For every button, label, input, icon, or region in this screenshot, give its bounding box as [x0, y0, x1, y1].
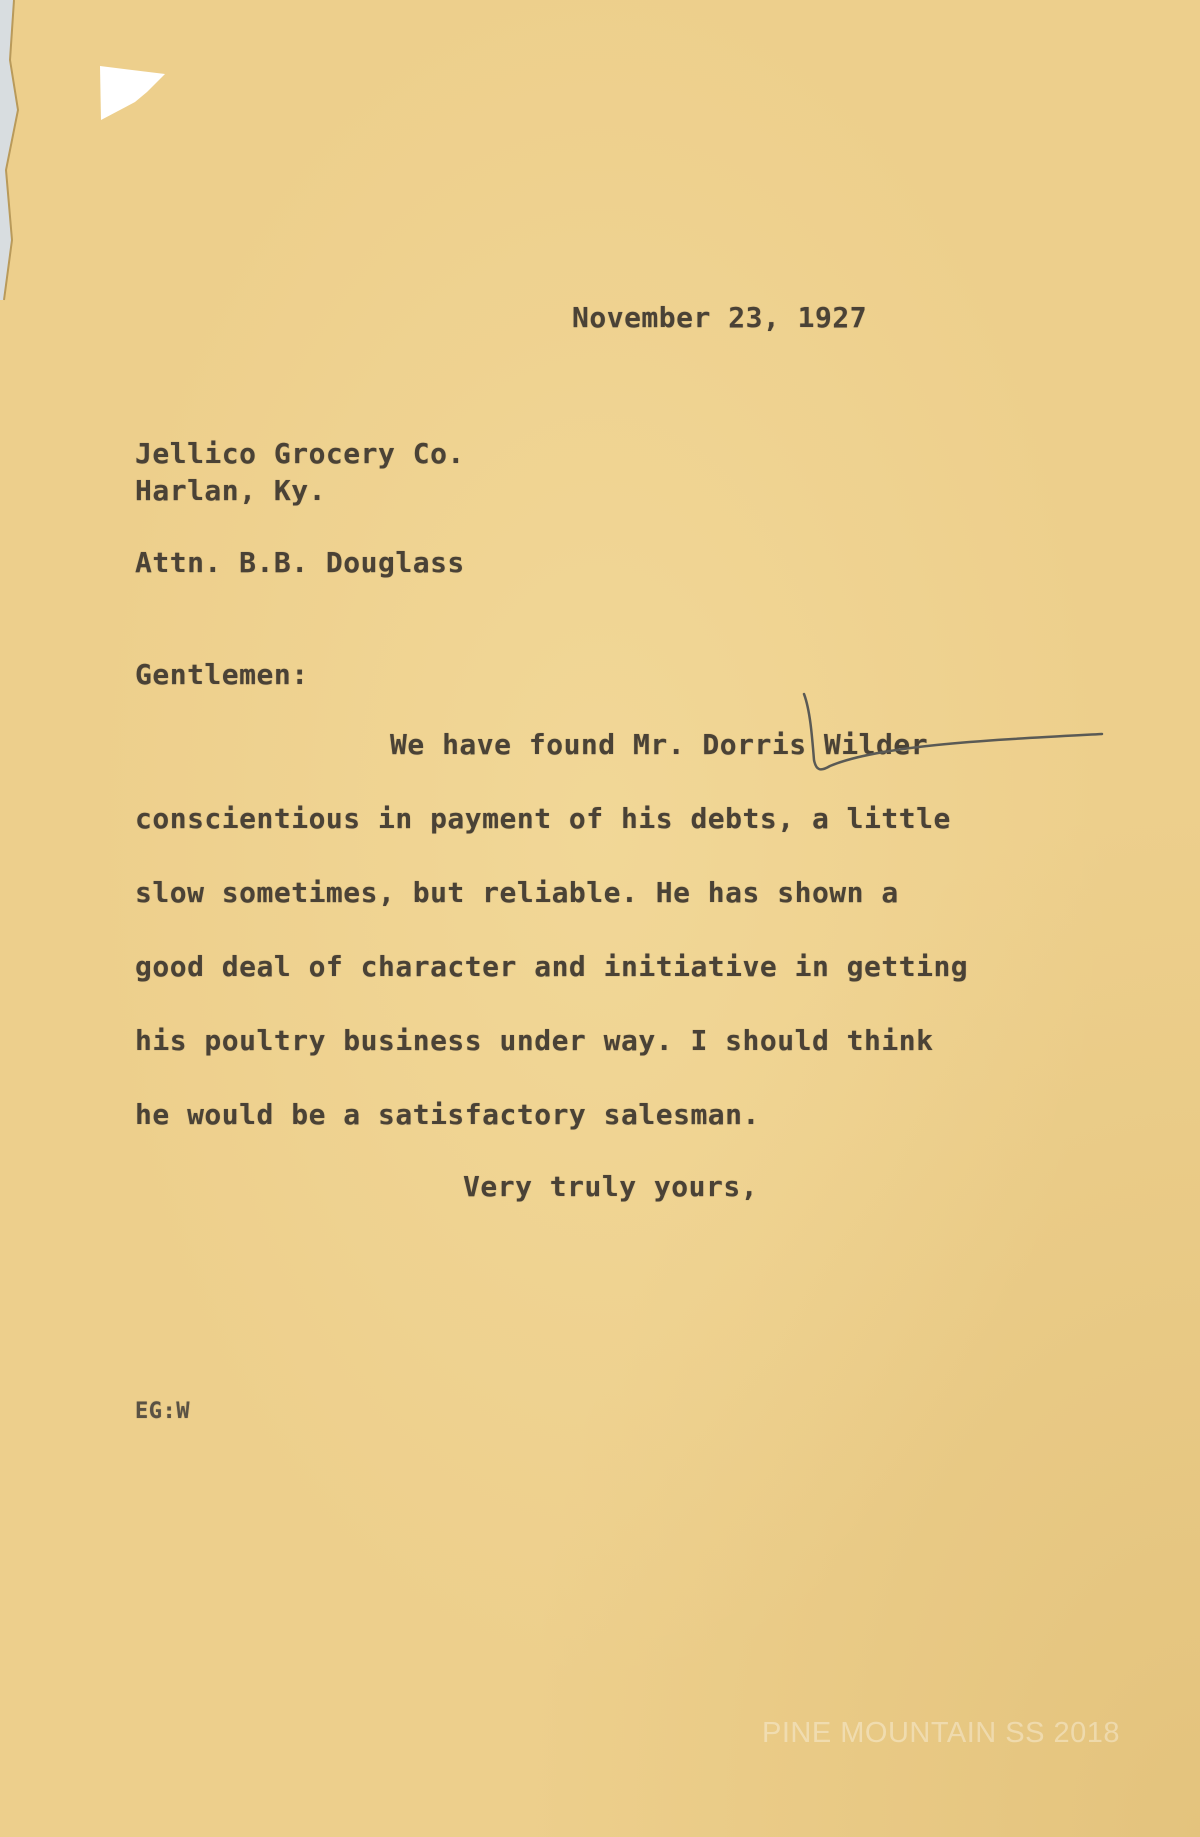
closing: Very truly yours, [463, 1170, 759, 1203]
recipient-name: Jellico Grocery Co. [135, 437, 465, 470]
attention-line: Attn. B.B. Douglass [135, 546, 465, 579]
torn-corner-mark [95, 66, 170, 120]
body-line: he would be a satisfactory salesman. [135, 1098, 760, 1131]
body-line: We have found Mr. Dorris Wilder [390, 728, 929, 761]
body-line: his poultry business under way. I should think [135, 1024, 934, 1057]
pencil-check-mark-icon [790, 690, 1110, 810]
torn-paper-edge [0, 0, 30, 1837]
typist-initials: EG:W [135, 1399, 190, 1424]
body-line: slow sometimes, but reliable. He has shown a [135, 876, 899, 909]
salutation: Gentlemen: [135, 658, 309, 691]
watermark: PINE MOUNTAIN SS 2018 [762, 1717, 1121, 1749]
body-line: good deal of character and initiative in getting [135, 950, 969, 983]
body-line: conscientious in payment of his debts, a little [135, 802, 951, 835]
letter-date: November 23, 1927 [572, 301, 868, 334]
recipient-location: Harlan, Ky. [135, 474, 326, 507]
